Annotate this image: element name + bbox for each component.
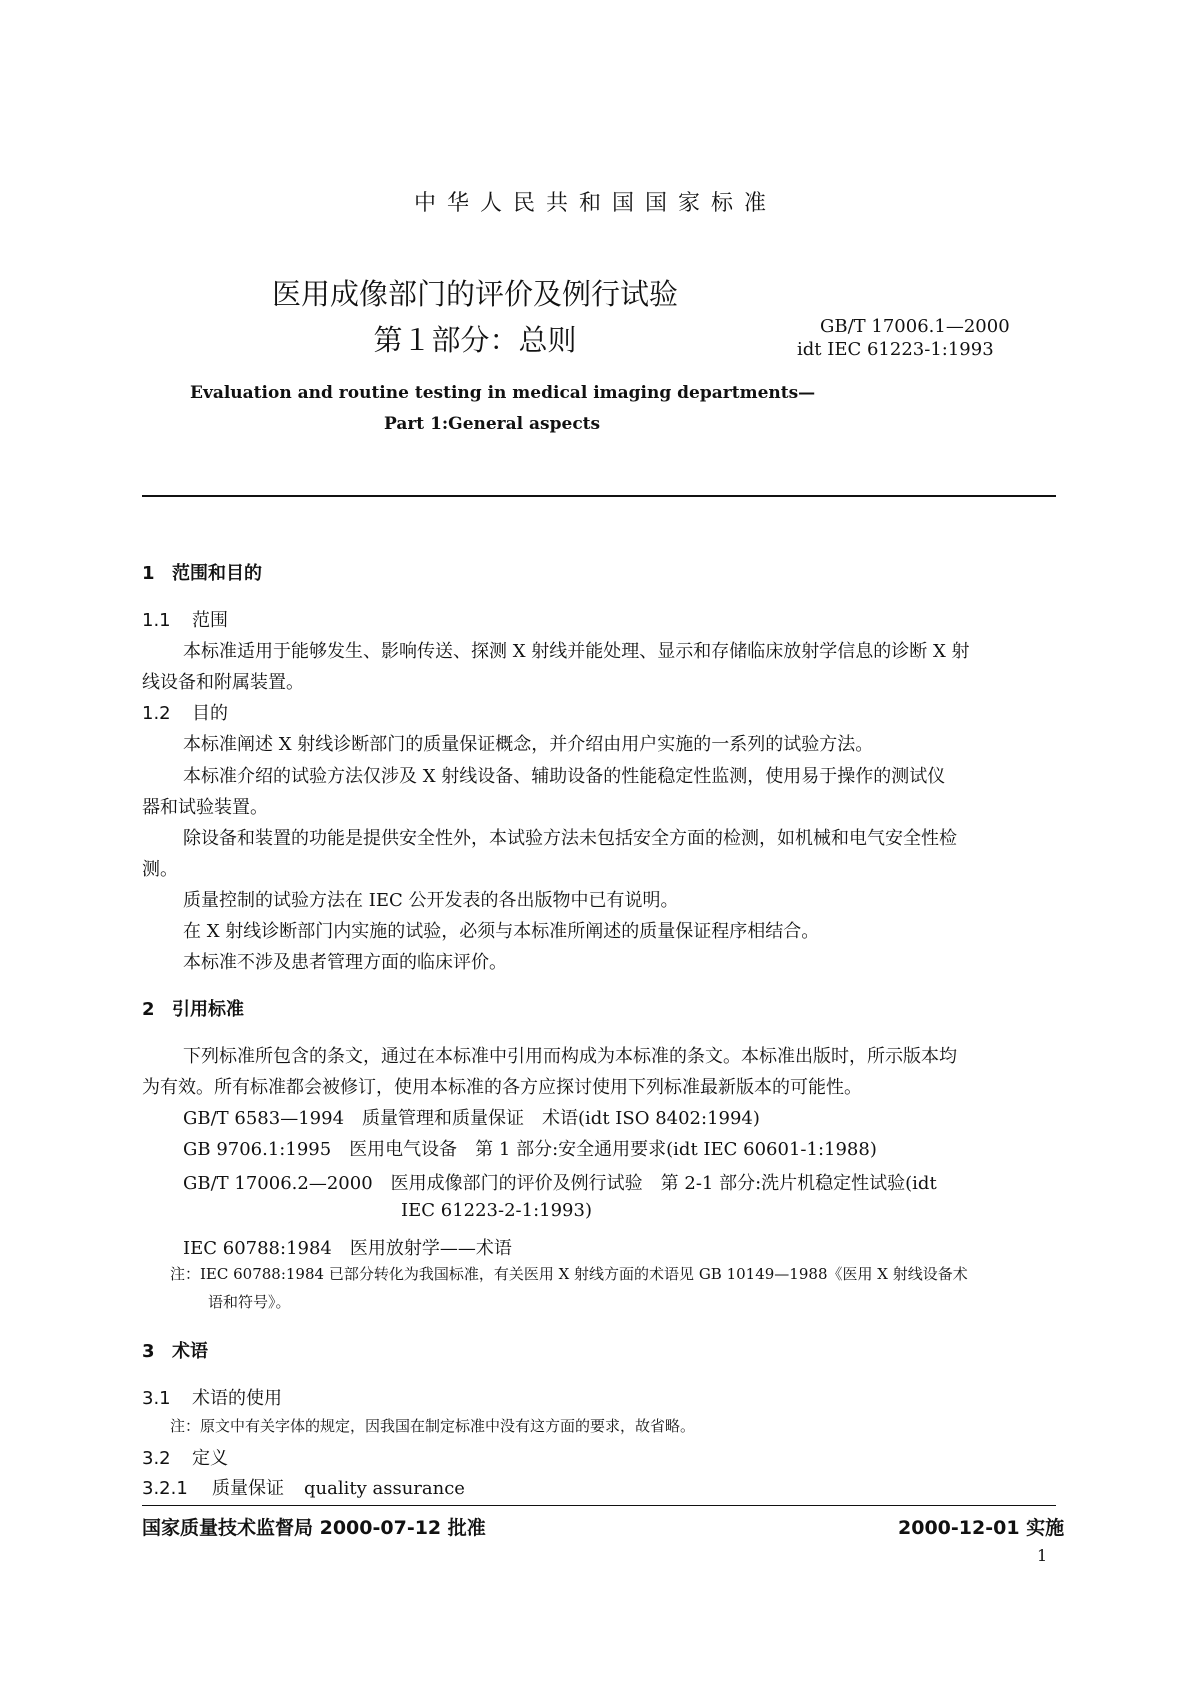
section-title: 范围和目的 [172, 563, 262, 584]
approval-date: 国家质量技术监督局 2000-07-12 批准 [142, 1517, 486, 1539]
section-1-2-heading [142, 699, 228, 725]
reference-item [183, 1104, 760, 1130]
section-title: 引用标准 [172, 999, 244, 1020]
standard-identical-to: idt IEC 61223-1:1993 [797, 339, 994, 360]
section-3-heading [142, 1337, 208, 1363]
section-number: 1.1 [142, 610, 171, 631]
footer-divider [142, 1505, 1056, 1506]
reference-code: IEC 60788:1984 [183, 1238, 332, 1259]
section-title: 质量保证 [212, 1478, 284, 1499]
reference-item [183, 1234, 512, 1260]
paragraph-references-line-2: 为有效。所有标准都会被修订，使用本标准的各方应探讨使用下列标准最新版本的可能性。 [142, 1077, 862, 1098]
section-3-1-heading [142, 1384, 282, 1410]
paragraph-scope-line-1: 本标准适用于能够发生、影响传送、探测 X 射线并能处理、显示和存储临床放射学信息的诊断 X 射 [183, 641, 970, 662]
section-number: 3.2.1 [142, 1478, 188, 1499]
paragraph-purpose-6: 本标准不涉及患者管理方面的临床评价。 [183, 952, 507, 973]
section-english-term: quality assurance [304, 1478, 465, 1499]
section-title: 目的 [192, 703, 228, 724]
paragraph-purpose-5: 在 X 射线诊断部门内实施的试验，必须与本标准所阐述的质量保证程序相结合。 [183, 921, 820, 942]
section-title: 术语的使用 [192, 1388, 282, 1409]
section-title: 范围 [192, 610, 228, 631]
reference-code: GB 9706.1:1995 [183, 1139, 332, 1160]
paragraph-purpose-2-line-2: 器和试验装置。 [142, 797, 268, 818]
effective-date: 2000-12-01 实施 [898, 1517, 1065, 1539]
paragraph-purpose-2-line-1: 本标准介绍的试验方法仅涉及 X 射线设备、辅助设备的性能稳定性监测，使用易于操作的测试仪 [183, 766, 946, 787]
section-title: 术语 [172, 1341, 208, 1362]
section-number: 3.2 [142, 1448, 171, 1469]
section-number: 3.1 [142, 1388, 171, 1409]
reference-title: 医用成像部门的评价及例行试验 第 2-1 部分:洗片机稳定性试验(idt [390, 1173, 937, 1194]
reference-code: GB/T 6583—1994 [183, 1108, 345, 1129]
section-number: 1.2 [142, 703, 171, 724]
note-references-line-2: 语和符号》。 [208, 1293, 291, 1311]
english-title-line-1: Evaluation and routine testing in medical imaging departments— [190, 383, 816, 403]
section-1-heading [142, 559, 262, 585]
page-number: 1 [1037, 1546, 1048, 1565]
section-number: 1 [142, 563, 155, 584]
reference-title: IEC 61223-2-1:1993) [401, 1200, 592, 1221]
document-part-title: 第１部分：总则 [373, 323, 577, 357]
section-title: 定义 [192, 1448, 228, 1469]
english-title-line-2: Part 1:General aspects [384, 414, 601, 434]
reference-code: GB/T 17006.2—2000 [183, 1173, 373, 1194]
standard-code: GB/T 17006.1—2000 [820, 316, 1010, 337]
section-1-1-heading [142, 606, 228, 632]
paragraph-purpose-3-line-1: 除设备和装置的功能是提供安全性外，本试验方法未包括安全方面的检测，如机械和电气安全性检 [183, 828, 957, 849]
note-terms: 注：原文中有关字体的规定，因我国在制定标准中没有这方面的要求，故省略。 [170, 1417, 696, 1435]
note-references-line-1: 注：IEC 60788:1984 已部分转化为我国标准，有关医用 X 射线方面的术语见 GB 10149—1988《医用 X 射线设备术 [170, 1265, 968, 1283]
reference-item [183, 1135, 877, 1161]
paragraph-purpose-4: 质量控制的试验方法在 IEC 公开发表的各出版物中已有说明。 [183, 890, 679, 911]
header-divider [142, 495, 1056, 497]
section-number: 3 [142, 1341, 155, 1362]
reference-item-continued [401, 1200, 592, 1221]
paragraph-references-line-1: 下列标准所包含的条文，通过在本标准中引用而构成为本标准的条文。本标准出版时，所示版本均 [183, 1046, 957, 1067]
reference-item [183, 1169, 937, 1195]
reference-title: 医用电气设备 第 1 部分:安全通用要求(idt IEC 60601-1:1988) [349, 1139, 877, 1160]
section-3-2-1-heading [142, 1474, 465, 1500]
section-2-heading [142, 995, 244, 1021]
section-number: 2 [142, 999, 155, 1020]
paragraph-purpose-3-line-2: 测。 [142, 859, 178, 880]
paragraph-purpose-1: 本标准阐述 X 射线诊断部门的质量保证概念，并介绍由用户实施的一系列的试验方法。 [183, 734, 874, 755]
reference-title: 质量管理和质量保证 术语(idt ISO 8402:1994) [362, 1108, 760, 1129]
document-title: 医用成像部门的评价及例行试验 [271, 277, 678, 311]
national-standard-heading: 中华人民共和国国家标准 [413, 191, 777, 216]
paragraph-scope-line-2: 线设备和附属装置。 [142, 672, 304, 693]
section-3-2-heading [142, 1444, 228, 1470]
reference-title: 医用放射学——术语 [349, 1238, 512, 1259]
